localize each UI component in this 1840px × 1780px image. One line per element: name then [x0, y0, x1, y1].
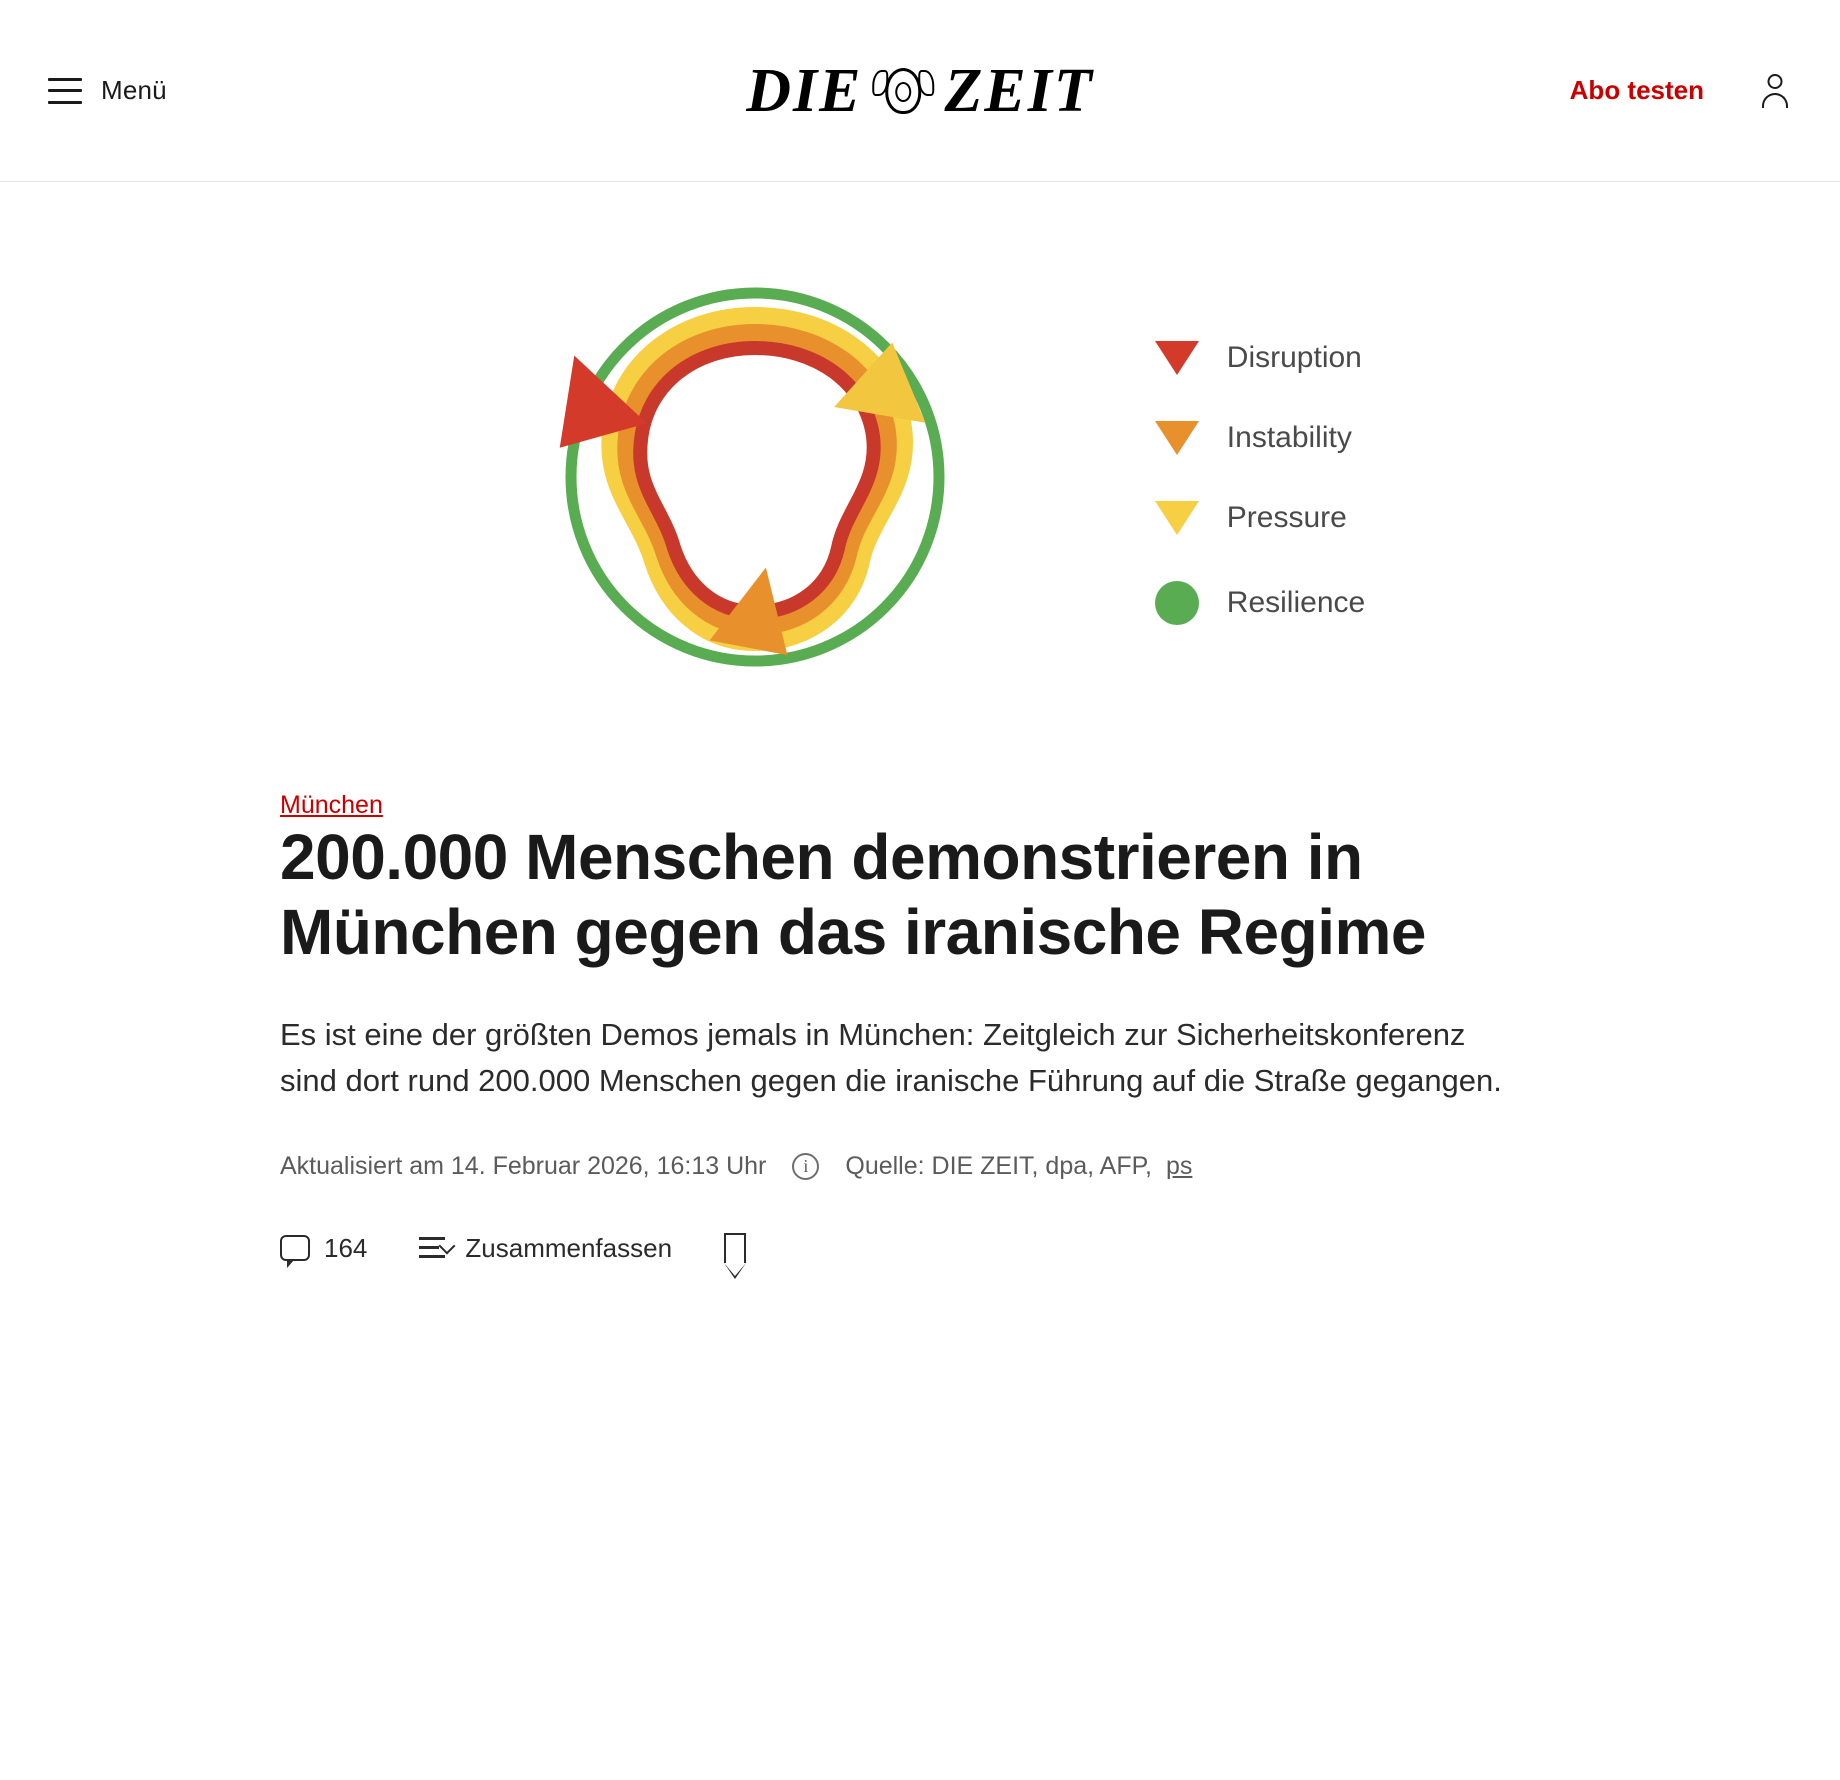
summarize-button[interactable]	[419, 1233, 672, 1264]
article-lead-graphic	[0, 182, 1840, 757]
hamburger-icon	[48, 78, 82, 104]
summarize-label: Zusammenfassen	[465, 1232, 673, 1263]
triangle-down-icon-disruption	[1155, 341, 1199, 375]
bookmark-button[interactable]	[724, 1233, 746, 1263]
triangle-down-icon-pressure	[1155, 501, 1199, 535]
legend-label: Pressure	[1226, 500, 1347, 534]
article-subline: Es ist eine der größten Demos jemals in München: Zeitgleich zur Sicherheitskonferenz sind dort rund 200.000 Menschen gegen die iranische Führung auf die Straße gegangen.	[280, 1016, 1502, 1098]
article-meta	[280, 1152, 1560, 1181]
comment-icon	[280, 1235, 310, 1261]
source-author-link[interactable]: ps	[1166, 1151, 1193, 1180]
diagram-legend	[1155, 335, 1365, 625]
article-body	[0, 757, 1840, 1324]
legend-label: Resilience	[1226, 585, 1366, 619]
header-actions	[1570, 72, 1792, 110]
abo-testen-link[interactable]: Abo testen	[1569, 75, 1704, 105]
legend-item-instability	[1155, 421, 1365, 455]
menu-button[interactable]	[48, 75, 167, 106]
logo-text-zeit: ZEIT	[944, 56, 1094, 125]
legend-item-disruption	[1155, 341, 1365, 375]
legend-item-resilience	[1155, 581, 1365, 625]
article-source: Quelle: DIE ZEIT, dpa, AFP,	[845, 1151, 1153, 1180]
info-icon[interactable]: i	[792, 1153, 819, 1180]
article-actions	[280, 1233, 1560, 1264]
legend-item-pressure	[1155, 501, 1365, 535]
article-kicker[interactable]: München	[280, 791, 383, 819]
resilience-cycle-diagram	[475, 242, 1035, 717]
menu-label: Menü	[101, 75, 167, 105]
page-title: 200.000 Menschen demonstrieren in München gegen das iranische Regime	[280, 821, 1426, 968]
site-logo[interactable]	[746, 56, 1094, 125]
zeit-crest-icon	[873, 60, 935, 122]
logo-text-die: DIE	[746, 56, 863, 125]
user-icon[interactable]	[1758, 72, 1792, 110]
legend-label: Disruption	[1226, 340, 1362, 374]
triangle-down-icon-instability	[1155, 421, 1199, 455]
comments-button[interactable]	[280, 1233, 367, 1264]
site-header	[0, 0, 1840, 182]
comment-count: 164	[324, 1232, 368, 1263]
circle-icon-resilience	[1155, 581, 1199, 625]
legend-label: Instability	[1226, 420, 1352, 454]
bookmark-icon	[724, 1233, 746, 1263]
article-updated-timestamp: Aktualisiert am 14. Februar 2026, 16:13 Uhr	[280, 1151, 767, 1180]
summarize-icon	[419, 1234, 451, 1262]
